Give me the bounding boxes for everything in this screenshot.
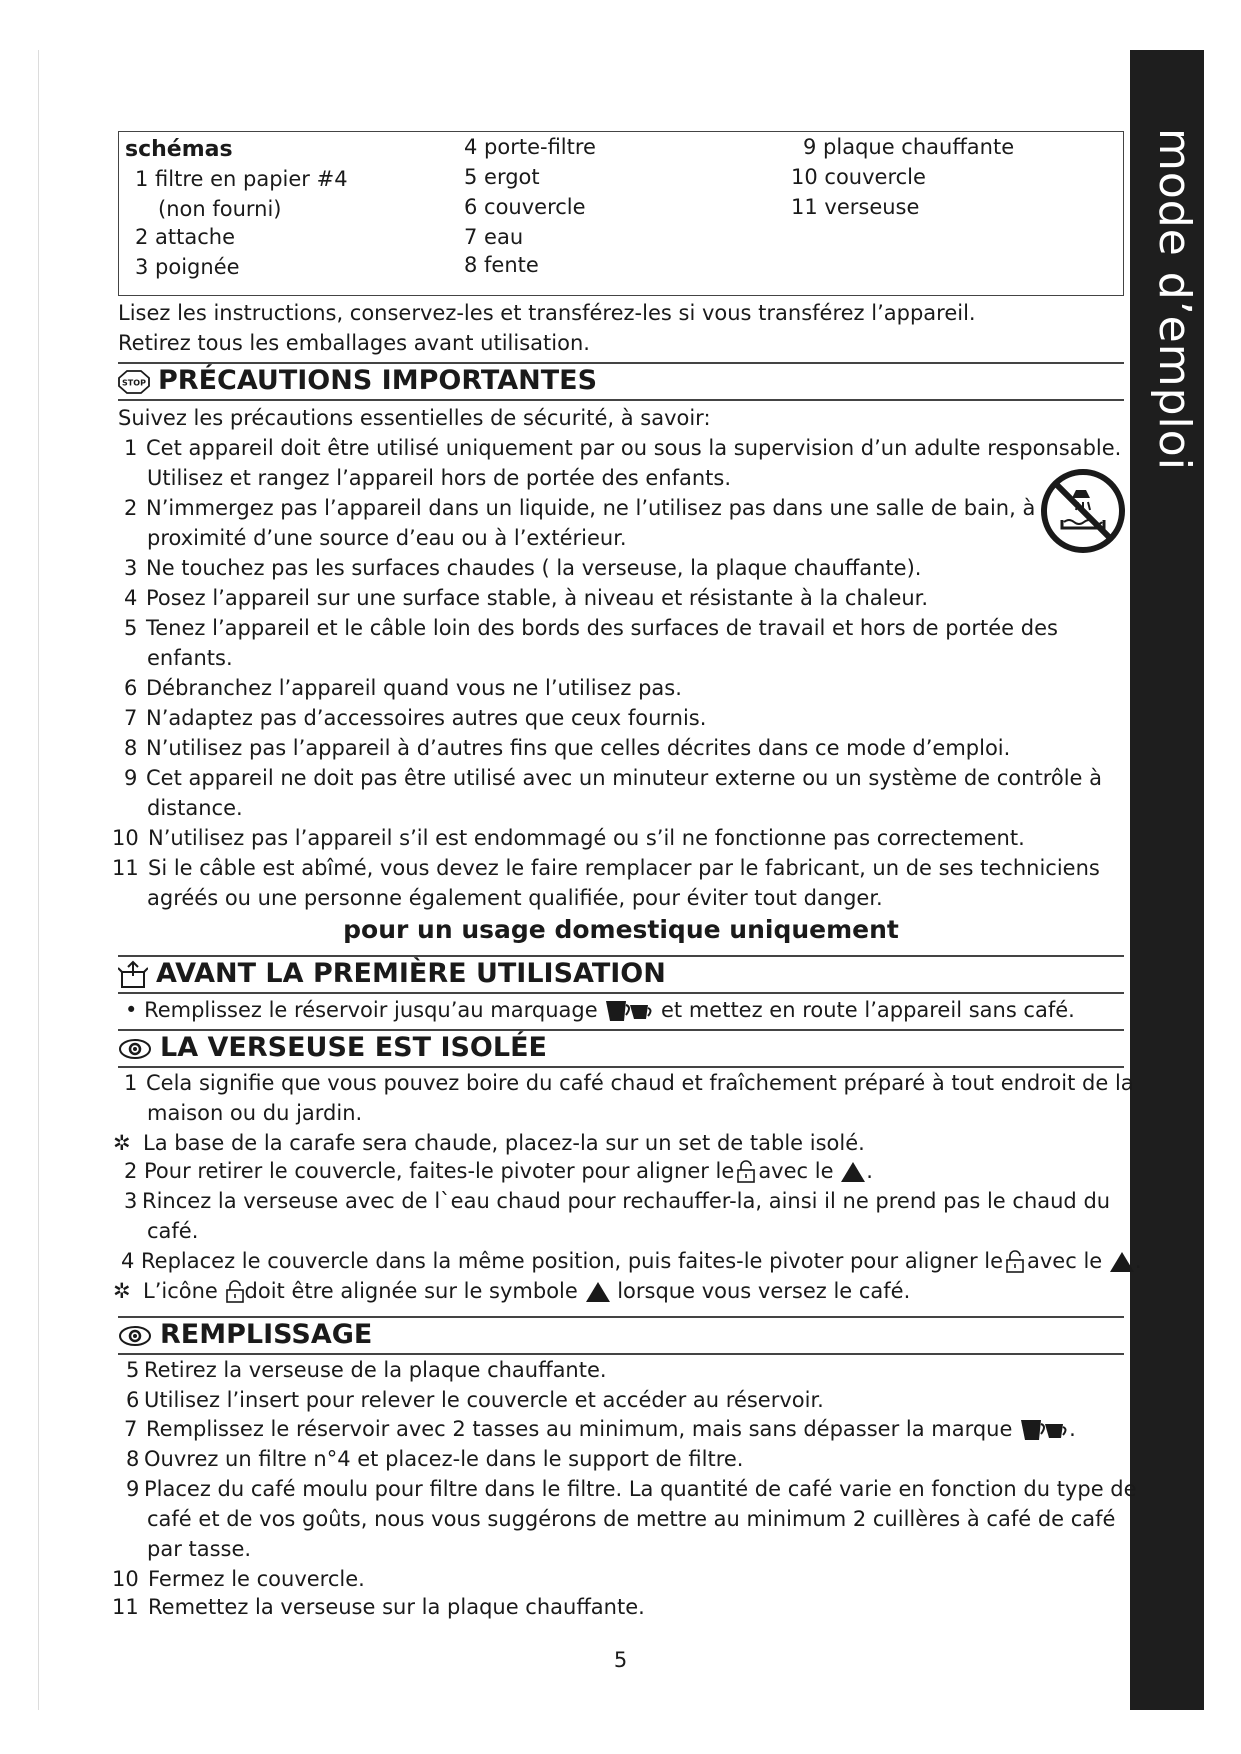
- safety-item: [124, 553, 921, 583]
- safety-item: [112, 853, 1100, 883]
- carafe-step-cont: maison ou du jardin.: [147, 1101, 363, 1125]
- carafe-step: 2 Pour retirer le couvercle, faites-le pivoter pour aligner le avec le .: [124, 1159, 873, 1183]
- step-text: Cela signifie que vous pouvez boire du café chaud et fraîchement préparé à tout endroit de la: [146, 1071, 1134, 1095]
- item-text: N’immergez pas l’appareil dans un liquide, ne l’utilisez pas dans une salle de bain, à: [146, 496, 1036, 520]
- item-number: 1: [124, 436, 138, 460]
- filling-step: 6 Utilisez l’insert pour relever le couvercle et accéder au réservoir.: [126, 1388, 824, 1412]
- carafe-tip: [113, 1128, 865, 1158]
- carafe-heading: [118, 1031, 547, 1065]
- item-text: agréés ou une personne également qualifiée, pour éviter tout danger.: [147, 886, 883, 910]
- item-number: 4: [124, 586, 138, 610]
- safety-item: [124, 673, 682, 703]
- filling-step: 11 Remettez la verseuse sur la plaque chauffante.: [112, 1595, 645, 1619]
- item-text: proximité d’une source d’eau ou à l’extérieur.: [147, 526, 627, 550]
- item-text: Posez l’appareil sur une surface stable, à niveau et résistante à la chaleur.: [146, 586, 929, 610]
- unpack-box-icon: [118, 960, 148, 990]
- item-number: 5: [124, 616, 138, 640]
- step-text: Utilisez l’insert pour relever le couvercle et accéder au réservoir.: [144, 1388, 824, 1412]
- item-number: 11: [112, 856, 139, 880]
- safety-item-cont: [147, 463, 731, 493]
- legend-item: 4 porte-filtre: [464, 135, 596, 159]
- section-title: AVANT LA PREMIÈRE UTILISATION: [156, 958, 666, 989]
- section-title: REMPLISSAGE: [160, 1319, 373, 1350]
- step-text: Replacez le couvercle dans la même position, puis faites-le pivoter pour aligner le: [141, 1249, 1004, 1273]
- item-text: N’utilisez pas l’appareil à d’autres fins que celles décrites dans ce mode d’emploi.: [146, 736, 1011, 760]
- step-text: Retirez la verseuse de la plaque chauffante.: [144, 1358, 607, 1382]
- safety-item: [124, 763, 1102, 793]
- filling-step-cont: café et de vos goûts, nous vous suggérons de mettre au minimum 2 cuillères à café de café: [147, 1507, 1116, 1531]
- bullet: •: [125, 998, 145, 1022]
- stop-icon: [118, 370, 150, 394]
- safety-item: [124, 583, 928, 613]
- section-title: LA VERSEUSE EST ISOLÉE: [160, 1032, 547, 1063]
- eye-icon: [118, 1038, 152, 1060]
- legend-item: 5 ergot: [464, 165, 540, 189]
- unlock-icon: [1005, 1250, 1025, 1274]
- item-number: 7: [124, 706, 138, 730]
- section-title: PRÉCAUTIONS IMPORTANTES: [158, 365, 598, 396]
- legend-item: 6 couvercle: [464, 195, 586, 219]
- unlock-icon: [736, 1160, 756, 1184]
- safety-item-cont: [147, 643, 233, 673]
- filling-heading: [118, 1318, 372, 1352]
- item-number: 3: [124, 556, 138, 580]
- item-text: Tenez l’appareil et le câble loin des bords des surfaces de travail et hors de portée des: [146, 616, 1058, 640]
- step-text: Placez du café moulu pour filtre dans le filtre. La quantité de café varie en fonction du type de: [144, 1477, 1137, 1501]
- instruction-text: Remplissez le réservoir jusqu’au marquage: [144, 998, 598, 1022]
- step-text: Rincez la verseuse avec de l`eau chaud pour rechauffer-la, ainsi il ne prend pas le chaud du: [142, 1189, 1111, 1213]
- carafe-step: 3 Rincez la verseuse avec de l`eau chaud pour rechauffer-la, ainsi il ne prend pas le chaud du: [124, 1189, 1111, 1213]
- carafe-tip: [113, 1276, 910, 1306]
- filling-step: 7 Remplissez le réservoir avec 2 tasses au minimum, mais sans dépasser la marque .: [124, 1417, 1076, 1441]
- unlock-icon: [225, 1280, 245, 1304]
- first-use-heading: [118, 957, 666, 991]
- tip-text: lorsque vous versez le café.: [617, 1279, 911, 1303]
- item-text: Si le câble est abîmé, vous devez le faire remplacer par le fabricant, un de ses techniciens: [148, 856, 1100, 880]
- max-cup-mark-icon: [604, 999, 654, 1023]
- legend-title: schémas: [125, 137, 233, 162]
- item-number: 8: [124, 736, 138, 760]
- step-text: avec le: [758, 1159, 834, 1183]
- legend-item: 9 plaque chauffante: [803, 135, 1015, 159]
- item-number: 2: [124, 496, 138, 520]
- eye-icon: [118, 1325, 152, 1347]
- intro-line: Lisez les instructions, conservez-les et transférez-les si vous transférez l’appareil.: [118, 301, 976, 325]
- step-text: avec le: [1027, 1249, 1103, 1273]
- tip-text: La base de la carafe sera chaude, placez-la sur un set de table isolé.: [143, 1131, 865, 1155]
- safety-heading: [118, 364, 597, 398]
- triangle-symbol-icon: [585, 1281, 611, 1303]
- safety-item: [124, 433, 1121, 463]
- triangle-symbol-icon: [840, 1161, 866, 1183]
- safety-item-cont: [147, 883, 883, 913]
- legend-item: 11 verseuse: [791, 195, 920, 219]
- tip-text: L’icône: [143, 1279, 218, 1303]
- safety-item: [112, 823, 1025, 853]
- diagram-legend-box: [118, 131, 1124, 296]
- step-text: Fermez le couvercle.: [148, 1567, 365, 1591]
- item-text: Cet appareil ne doit pas être utilisé avec un minuteur externe ou un système de contrôle à: [146, 766, 1103, 790]
- item-number: 6: [124, 676, 138, 700]
- item-text: Débranchez l’appareil quand vous ne l’utilisez pas.: [146, 676, 682, 700]
- legend-item: 10 couvercle: [791, 165, 926, 189]
- item-text: Ne touchez pas les surfaces chaudes ( la verseuse, la plaque chauffante).: [146, 556, 922, 580]
- filling-step: 9 Placez du café moulu pour filtre dans le filtre. La quantité de café varie en fonction du type de: [126, 1477, 1137, 1501]
- safety-item: [124, 493, 1035, 523]
- safety-lead: Suivez les précautions essentielles de sécurité, à savoir:: [118, 406, 711, 430]
- item-text: enfants.: [147, 646, 233, 670]
- carafe-step-cont: café.: [147, 1219, 199, 1243]
- legend-item: 7 eau: [464, 225, 524, 249]
- first-use-instruction: [125, 995, 1075, 1025]
- carafe-step: 4 Replacez le couvercle dans la même position, puis faites-le pivoter pour aligner le avec le .: [121, 1249, 1142, 1273]
- filling-step: 8 Ouvrez un filtre n°4 et placez-le dans le support de filtre.: [126, 1447, 744, 1471]
- safety-item-cont: [147, 793, 243, 823]
- step-text: Ouvrez un filtre n°4 et placez-le dans le support de filtre.: [144, 1447, 744, 1471]
- step-text: Remettez la verseuse sur la plaque chauffante.: [148, 1595, 645, 1619]
- legend-item: 1 filtre en papier #4: [135, 167, 348, 191]
- legend-item: (non fourni): [158, 197, 282, 221]
- safety-item: [124, 613, 1058, 643]
- tip-text: doit être alignée sur le symbole: [244, 1279, 578, 1303]
- item-text: Cet appareil doit être utilisé uniquement par ou sous la supervision d’un adulte responsable.: [146, 436, 1122, 460]
- filling-step-cont: par tasse.: [147, 1537, 252, 1561]
- legend-item: 3 poignée: [135, 255, 240, 279]
- instruction-text: et mettez en route l’appareil sans café.: [661, 998, 1075, 1022]
- item-text: distance.: [147, 796, 243, 820]
- safety-item: [124, 703, 706, 733]
- divider: [118, 399, 1124, 401]
- hot-surface-icon: ✲: [113, 1131, 131, 1155]
- filling-step: 5 Retirez la verseuse de la plaque chauffante.: [126, 1358, 607, 1382]
- item-text: Utilisez et rangez l’appareil hors de portée des enfants.: [147, 466, 732, 490]
- stop-icon-label: STOP: [122, 378, 146, 387]
- divider: [118, 992, 1124, 994]
- max-cup-mark-icon: [1019, 1418, 1069, 1442]
- domestic-use-notice: pour un usage domestique uniquement: [343, 915, 899, 944]
- legend-item: 8 fente: [464, 253, 539, 277]
- legend-item: 2 attache: [135, 225, 236, 249]
- item-number: 9: [124, 766, 138, 790]
- item-number: 10: [112, 826, 139, 850]
- item-text: N’adaptez pas d’accessoires autres que ceux fournis.: [146, 706, 707, 730]
- triangle-symbol-icon: [1109, 1251, 1135, 1273]
- chapter-sidebar-label: mode d’emploi: [1149, 128, 1200, 471]
- page-number: 5: [613, 1648, 628, 1672]
- item-text: N’utilisez pas l’appareil s’il est endommagé ou s’il ne fonctionne pas correctement.: [148, 826, 1025, 850]
- filling-step: 10 Fermez le couvercle.: [112, 1567, 365, 1591]
- carafe-step: 1 Cela signifie que vous pouvez boire du café chaud et fraîchement préparé à tout endroit de la: [124, 1071, 1134, 1095]
- safety-item-cont: [147, 523, 627, 553]
- no-water-icon: [1040, 468, 1126, 554]
- step-text: Pour retirer le couvercle, faites-le pivoter pour aligner le: [144, 1159, 735, 1183]
- hot-surface-icon: ✲: [113, 1279, 131, 1303]
- safety-item: [124, 733, 1010, 763]
- intro-line: Retirez tous les emballages avant utilisation.: [118, 331, 590, 355]
- step-text: Remplissez le réservoir avec 2 tasses au minimum, mais sans dépasser la marque: [146, 1417, 1013, 1441]
